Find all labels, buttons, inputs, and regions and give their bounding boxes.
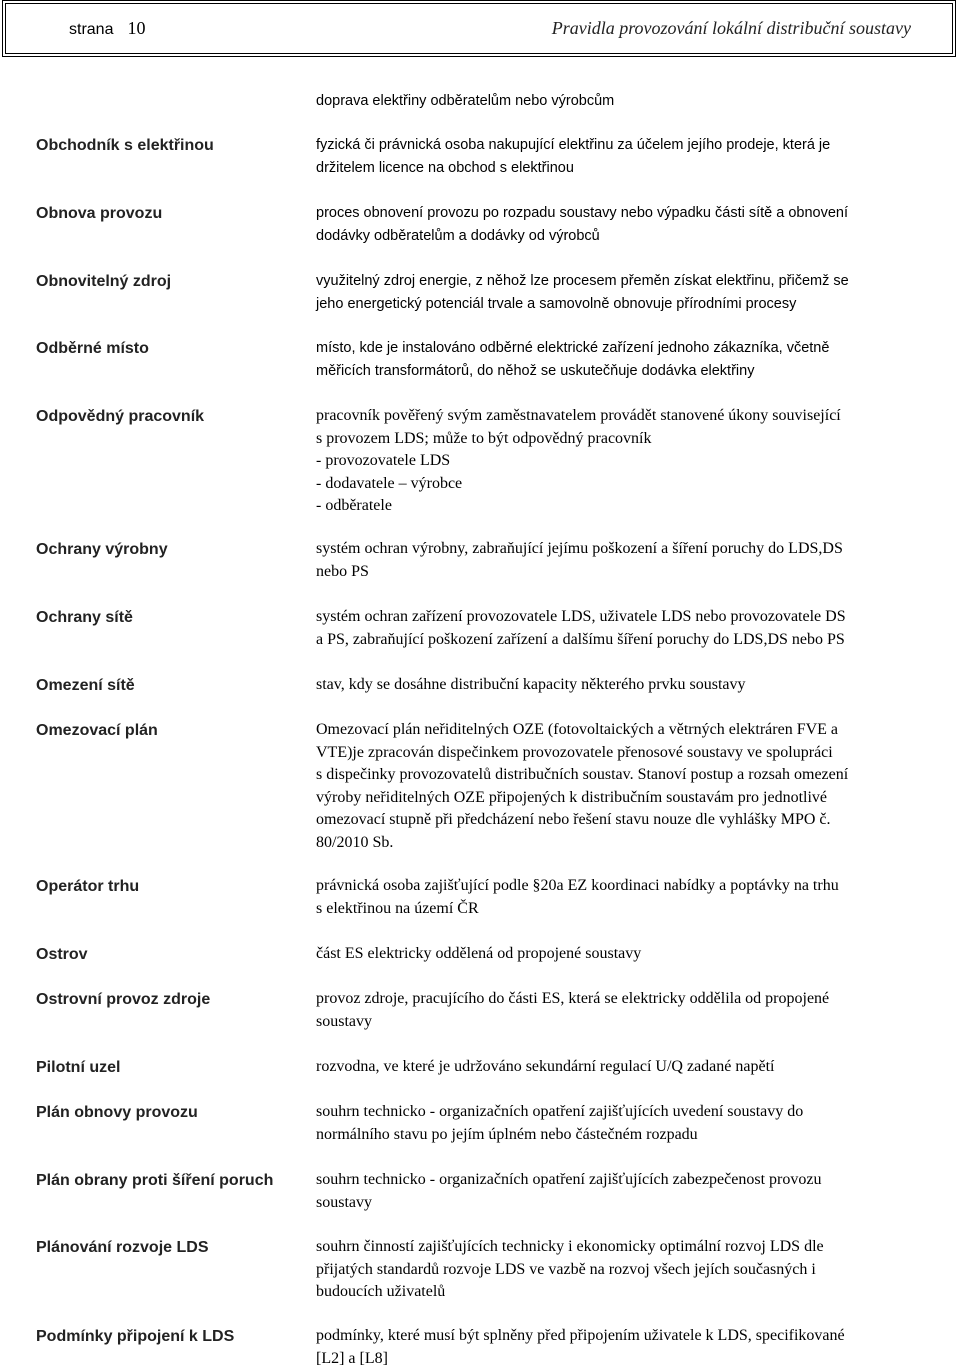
term-obnova-provozu: Obnova provozu <box>36 205 163 222</box>
term-pilotni-uzel: Pilotní uzel <box>36 1059 121 1076</box>
term-podminky-pripojeni: Podmínky připojení k LDS <box>36 1328 235 1345</box>
definition-planovani-rozvoje: souhrn činností zajišťujících technicky i ekonomicky optimální rozvoj LDS dle přijatých standardů rozvoje LDS ve vazbě na rozvoj všech jejích současných i budoucích uživatelů <box>316 1238 824 1300</box>
definition-omezovaci-plan: Omezovací plán neřiditelných OZE (fotovoltaických a větrných elektráren FVE a VTE)je zpracován dispečinkem provozovatele přenosové soustavy ve spolupráci s dispečinky provozovatelů distribučních soustav. Stanoví postup a rozsah omezení výroby neřiditelných OZE připojených k distribučním soustavám pro jednotlivé omezovací stupně při předcházení nebo řešení stavu nouze dle vyhlášky MPO č. 80/2010 Sb. <box>316 721 849 851</box>
definition-plan-obrany: souhrn technicko - organizačních opatření zajišťujících zabezpečenost provozu soustavy <box>316 1171 822 1211</box>
term-odberne-misto: Odběrné místo <box>36 340 149 357</box>
term-ostrov: Ostrov <box>36 946 88 963</box>
definition-operator-trhu: právnická osoba zajišťující podle §20a EZ koordinaci nabídky a poptávky na trhu s elektřinou na území ČR <box>316 877 839 917</box>
definition-plan-obnovy: souhrn technicko - organizačních opatření zajišťujících uvedení soustavy do normálního stavu po jejím úplném nebo částečném rozpadu <box>316 1103 804 1143</box>
definition-ochrany-site: systém ochran zařízení provozovatele LDS, uživatele LDS nebo provozovatele DS a PS, zabraňující poškození zařízení a dalšímu šíření poruchy do LDS,DS nebo PS <box>316 608 846 648</box>
intro-line: doprava elektřiny odběratelům nebo výrobcům <box>316 93 615 109</box>
definition-ochrany-vyrobny: systém ochran výrobny, zabraňující jejímu poškození a šíření poruchy do LDS,DS nebo PS <box>316 540 843 580</box>
term-plan-obnovy: Plán obnovy provozu <box>36 1104 198 1121</box>
definition-obnova-provozu: proces obnovení provozu po rozpadu soustavy nebo výpadku části sítě a obnovení dodávky odběratelům a dodávky od výrobců <box>316 205 849 244</box>
term-ostrovni-provoz: Ostrovní provoz zdroje <box>36 991 211 1008</box>
term-plan-obrany: Plán obrany proti šíření poruch <box>36 1172 274 1189</box>
page-number: 10 <box>127 18 146 38</box>
term-omezovaci-plan: Omezovací plán <box>36 722 158 739</box>
term-ochrany-site: Ochrany sítě <box>36 609 133 626</box>
definition-podminky-pripojeni: podmínky, které musí být splněny před připojením uživatele k LDS, specifikované [L2] a [L8] <box>316 1327 845 1367</box>
term-obchodnik: Obchodník s elektřinou <box>36 137 214 154</box>
term-operator-trhu: Operátor trhu <box>36 878 140 895</box>
definition-ostrovni-provoz: provoz zdroje, pracujícího do části ES, která se elektricky oddělila od propojené soustavy <box>316 990 830 1030</box>
page-label: strana <box>69 21 114 38</box>
definition-ostrov: část ES elektricky oddělená od propojené soustavy <box>316 945 642 962</box>
definition-obnovitelny-zdroj: využitelný zdroj energie, z něhož lze procesem přeměn získat elektřinu, přičemž se jeho energetický potenciál trvale a samovolně obnovuje přírodními procesy <box>316 273 849 312</box>
definition-omezeni-site: stav, kdy se dosáhne distribuční kapacity některého prvku soustavy <box>316 676 746 693</box>
page-indicator <box>69 18 145 39</box>
page-header <box>2 0 956 57</box>
definition-odberne-misto: místo, kde je instalováno odběrné elektrické zařízení jednoho zákazníka, včetně měřicích transformátorů, do něhož se uskutečňuje dodávka elektřiny <box>316 340 830 379</box>
term-omezeni-site: Omezení sítě <box>36 677 135 694</box>
document-title: Pravidla provozování lokální distribuční soustavy <box>551 18 911 38</box>
definition-pilotni-uzel: rozvodna, ve které je udržováno sekundární regulací U/Q zadané napětí <box>316 1058 775 1075</box>
term-ochrany-vyrobny: Ochrany výrobny <box>36 541 168 558</box>
definition-odpovedny-pracovnik: pracovník pověřený svým zaměstnavatelem provádět stanovené úkony související s provozem LDS; může to být odpovědný pracovník - provozovatele LDS - dodavatele – výrobce - odběratele <box>316 407 841 514</box>
term-odpovedny-pracovnik: Odpovědný pracovník <box>36 408 205 425</box>
term-obnovitelny-zdroj: Obnovitelný zdroj <box>36 273 172 290</box>
definition-obchodnik: fyzická či právnická osoba nakupující elektřinu za účelem jejího prodeje, která je držitelem licence na obchod s elektřinou <box>316 137 831 176</box>
term-planovani-rozvoje: Plánování rozvoje LDS <box>36 1239 209 1256</box>
